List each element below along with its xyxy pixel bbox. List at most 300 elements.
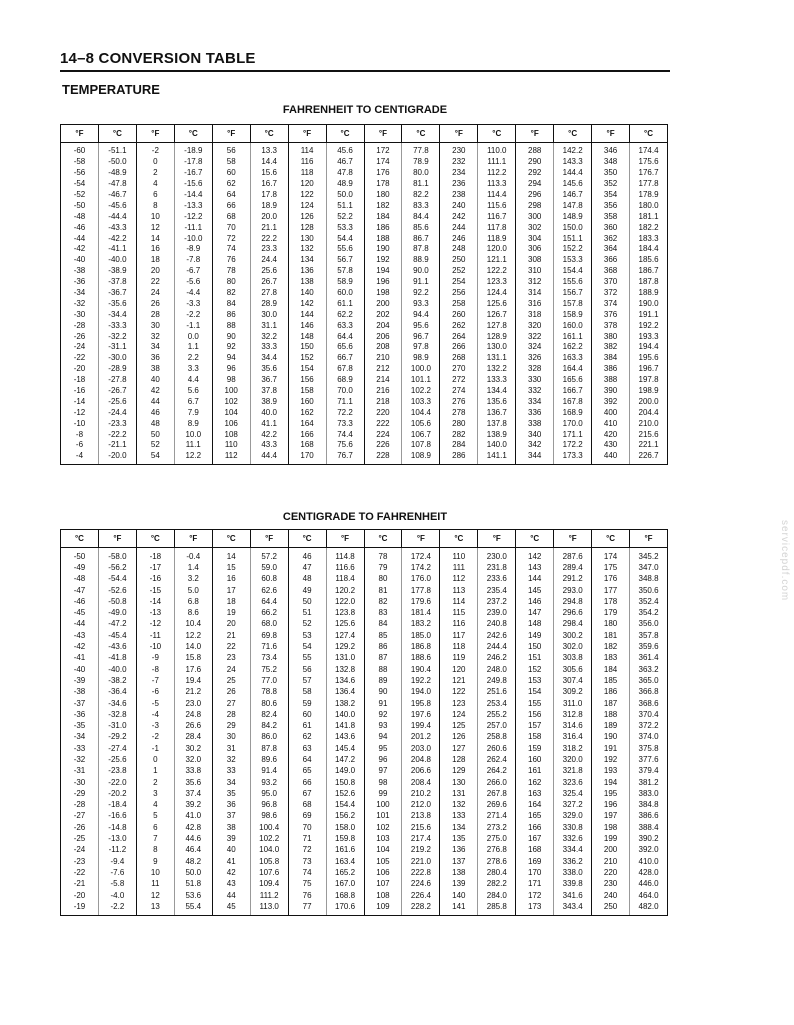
converted-temp-cell: 332.6 <box>554 833 592 844</box>
converted-temp-cell: 87.8 <box>402 244 440 255</box>
source-temp-cell: 242 <box>440 211 478 222</box>
source-temp-cell: 260 <box>440 309 478 320</box>
converted-temp-cell: 77.8 <box>402 143 440 157</box>
converted-temp-cell: 275.0 <box>478 833 516 844</box>
converted-temp-cell: 212.0 <box>402 800 440 811</box>
source-temp-cell: 97 <box>364 766 402 777</box>
converted-temp-cell: -11.2 <box>98 845 136 856</box>
converted-temp-cell: -12.2 <box>174 211 212 222</box>
converted-temp-cell: 51.1 <box>326 200 364 211</box>
source-temp-cell: 35 <box>212 788 250 799</box>
converted-temp-cell: 10.4 <box>174 619 212 630</box>
source-temp-cell: 119 <box>440 653 478 664</box>
source-temp-cell: 70 <box>288 822 326 833</box>
converted-temp-cell: 271.4 <box>478 811 516 822</box>
converted-temp-cell: 113.0 <box>250 901 288 915</box>
converted-temp-cell: 347.0 <box>630 562 668 573</box>
c-to-f-body <box>61 548 668 916</box>
source-temp-cell: 198 <box>364 288 402 299</box>
converted-temp-cell: 64.4 <box>326 331 364 342</box>
converted-temp-cell: 151.1 <box>554 233 592 244</box>
converted-temp-cell: 190.4 <box>402 664 440 675</box>
source-temp-cell: -9 <box>136 653 174 664</box>
converted-temp-cell: 210.2 <box>402 788 440 799</box>
table-row <box>61 653 668 664</box>
table-row <box>61 364 668 375</box>
source-temp-cell: -50 <box>61 200 99 211</box>
source-temp-cell: -32 <box>61 754 99 765</box>
converted-temp-cell: 42.8 <box>174 822 212 833</box>
converted-temp-cell: 123.3 <box>478 277 516 288</box>
converted-temp-cell: -40.0 <box>98 255 136 266</box>
source-temp-cell: -18 <box>61 375 99 386</box>
source-temp-cell: 162 <box>516 777 554 788</box>
converted-temp-cell: -25.6 <box>98 396 136 407</box>
converted-temp-cell: -3.3 <box>174 298 212 309</box>
source-temp-cell: 62 <box>288 732 326 743</box>
converted-temp-cell: 133.3 <box>478 375 516 386</box>
converted-temp-cell: 291.2 <box>554 574 592 585</box>
source-temp-cell: 41 <box>212 856 250 867</box>
converted-temp-cell: 140.0 <box>478 440 516 451</box>
source-temp-cell: 169 <box>516 856 554 867</box>
source-temp-cell: 200 <box>592 845 630 856</box>
converted-temp-cell: 108.9 <box>402 451 440 464</box>
table-row <box>61 255 668 266</box>
converted-temp-cell: 21.2 <box>174 687 212 698</box>
source-temp-cell: 72 <box>212 233 250 244</box>
converted-temp-cell: 356.0 <box>630 619 668 630</box>
converted-temp-cell: 135.6 <box>478 396 516 407</box>
table-row <box>61 732 668 743</box>
source-temp-cell: 86 <box>364 641 402 652</box>
converted-temp-cell: 172.4 <box>402 548 440 563</box>
converted-temp-cell: 198.9 <box>630 386 668 397</box>
converted-temp-cell: 124.4 <box>478 288 516 299</box>
table-row <box>61 143 668 157</box>
converted-temp-cell: 15.8 <box>174 653 212 664</box>
source-temp-cell: 78 <box>212 266 250 277</box>
source-temp-cell: 36 <box>212 800 250 811</box>
converted-temp-cell: 210.0 <box>630 418 668 429</box>
source-temp-cell: 152 <box>516 664 554 675</box>
source-temp-cell: 246 <box>440 233 478 244</box>
converted-temp-cell: 204.4 <box>630 407 668 418</box>
converted-temp-cell: -28.9 <box>98 364 136 375</box>
converted-temp-cell: 68.0 <box>250 619 288 630</box>
converted-temp-cell: 48.2 <box>174 856 212 867</box>
source-temp-cell: 159 <box>516 743 554 754</box>
source-temp-cell: 146 <box>516 596 554 607</box>
converted-temp-cell: 190.0 <box>630 298 668 309</box>
source-temp-cell: 1 <box>136 766 174 777</box>
converted-temp-cell: 239.0 <box>478 607 516 618</box>
converted-temp-cell: 352.4 <box>630 596 668 607</box>
source-temp-cell: 410 <box>592 418 630 429</box>
converted-temp-cell: 75.2 <box>250 664 288 675</box>
converted-temp-cell: 64.4 <box>250 596 288 607</box>
converted-temp-cell: -0.4 <box>174 548 212 563</box>
source-temp-cell: 172 <box>516 890 554 901</box>
c-to-f-table <box>60 529 668 916</box>
converted-temp-cell: 158.9 <box>554 309 592 320</box>
source-temp-cell: 12 <box>136 222 174 233</box>
column-header: °C <box>98 125 136 143</box>
source-temp-cell: 177 <box>592 585 630 596</box>
converted-temp-cell: 117.8 <box>478 222 516 233</box>
converted-temp-cell: 145.6 <box>554 179 592 190</box>
source-temp-cell: -30 <box>61 309 99 320</box>
converted-temp-cell: 122.0 <box>326 596 364 607</box>
column-header: °C <box>364 530 402 548</box>
source-temp-cell: 334 <box>516 396 554 407</box>
converted-temp-cell: 167.8 <box>554 396 592 407</box>
converted-temp-cell: 303.8 <box>554 653 592 664</box>
converted-temp-cell: 59.0 <box>250 562 288 573</box>
converted-temp-cell: 235.4 <box>478 585 516 596</box>
section-title: TEMPERATURE <box>62 82 160 97</box>
table-row <box>61 244 668 255</box>
source-temp-cell: 294 <box>516 179 554 190</box>
source-temp-cell: 228 <box>364 451 402 464</box>
converted-temp-cell: 96.8 <box>250 800 288 811</box>
converted-temp-cell: 339.8 <box>554 879 592 890</box>
source-temp-cell: -25 <box>61 833 99 844</box>
converted-temp-cell: 44.6 <box>174 833 212 844</box>
converted-temp-cell: 172.2 <box>554 440 592 451</box>
converted-temp-cell: 246.2 <box>478 653 516 664</box>
converted-temp-cell: 56.7 <box>326 255 364 266</box>
source-temp-cell: 318 <box>516 309 554 320</box>
table-row <box>61 664 668 675</box>
converted-temp-cell: 302.0 <box>554 641 592 652</box>
source-temp-cell: 165 <box>516 811 554 822</box>
source-temp-cell: 21 <box>212 630 250 641</box>
source-temp-cell: 48 <box>136 418 174 429</box>
converted-temp-cell: 39.2 <box>174 800 212 811</box>
source-temp-cell: 56 <box>288 664 326 675</box>
source-temp-cell: -1 <box>136 743 174 754</box>
table-row <box>61 309 668 320</box>
source-temp-cell: 199 <box>592 833 630 844</box>
source-temp-cell: 196 <box>592 800 630 811</box>
column-header: °F <box>212 125 250 143</box>
converted-temp-cell: 131.0 <box>326 653 364 664</box>
converted-temp-cell: 156.7 <box>554 288 592 299</box>
converted-temp-cell: 83.3 <box>402 200 440 211</box>
converted-temp-cell: 345.2 <box>630 548 668 563</box>
converted-temp-cell: 392.0 <box>630 845 668 856</box>
converted-temp-cell: 329.0 <box>554 811 592 822</box>
source-temp-cell: 121 <box>440 675 478 686</box>
converted-temp-cell: 203.0 <box>402 743 440 754</box>
converted-temp-cell: 138.9 <box>478 429 516 440</box>
source-temp-cell: 194 <box>364 266 402 277</box>
source-temp-cell: 77 <box>288 901 326 915</box>
converted-temp-cell: 379.4 <box>630 766 668 777</box>
source-temp-cell: 58 <box>288 687 326 698</box>
converted-temp-cell: 75.6 <box>326 440 364 451</box>
converted-temp-cell: -22.2 <box>98 429 136 440</box>
table-row <box>61 233 668 244</box>
source-temp-cell: 152 <box>288 353 326 364</box>
source-temp-cell: -10 <box>61 418 99 429</box>
converted-temp-cell: 206.6 <box>402 766 440 777</box>
table-row <box>61 298 668 309</box>
converted-temp-cell: 348.8 <box>630 574 668 585</box>
converted-temp-cell: 146.7 <box>554 190 592 201</box>
converted-temp-cell: -14.8 <box>98 822 136 833</box>
converted-temp-cell: 48.9 <box>326 179 364 190</box>
converted-temp-cell: 93.3 <box>402 298 440 309</box>
source-temp-cell: 314 <box>516 288 554 299</box>
source-temp-cell: 156 <box>288 375 326 386</box>
source-temp-cell: 176 <box>592 574 630 585</box>
converted-temp-cell: 140.0 <box>326 709 364 720</box>
c-to-f-title: CENTIGRADE TO FAHRENHEIT <box>282 511 448 523</box>
converted-temp-cell: 132.2 <box>478 364 516 375</box>
source-temp-cell: 191 <box>592 743 630 754</box>
source-temp-cell: 54 <box>136 451 174 464</box>
source-temp-cell: -26 <box>61 822 99 833</box>
source-temp-cell: 95 <box>364 743 402 754</box>
source-temp-cell: 100 <box>212 386 250 397</box>
converted-temp-cell: 285.8 <box>478 901 516 915</box>
source-temp-cell: 322 <box>516 331 554 342</box>
source-temp-cell: 186 <box>364 222 402 233</box>
converted-temp-cell: 154.4 <box>326 800 364 811</box>
table-row <box>61 157 668 168</box>
source-temp-cell: 47 <box>288 562 326 573</box>
source-temp-cell: -22 <box>61 867 99 878</box>
source-temp-cell: 60 <box>288 709 326 720</box>
source-temp-cell: 176 <box>364 168 402 179</box>
source-temp-cell: -13 <box>136 607 174 618</box>
converted-temp-cell: 184.4 <box>630 244 668 255</box>
source-temp-cell: -4 <box>61 451 99 464</box>
source-temp-cell: 19 <box>212 607 250 618</box>
converted-temp-cell: 179.6 <box>402 596 440 607</box>
converted-temp-cell: 175.6 <box>630 157 668 168</box>
source-temp-cell: 18 <box>212 596 250 607</box>
source-temp-cell: -46 <box>61 596 99 607</box>
converted-temp-cell: 4.4 <box>174 375 212 386</box>
converted-temp-cell: 388.4 <box>630 822 668 833</box>
source-temp-cell: 90 <box>212 331 250 342</box>
source-temp-cell: 190 <box>592 732 630 743</box>
converted-temp-cell: 73.3 <box>326 418 364 429</box>
converted-temp-cell: 200.0 <box>630 396 668 407</box>
converted-temp-cell: 338.0 <box>554 867 592 878</box>
converted-temp-cell: 27.8 <box>250 288 288 299</box>
source-temp-cell: 24 <box>136 288 174 299</box>
converted-temp-cell: 163.4 <box>326 856 364 867</box>
converted-temp-cell: -49.0 <box>98 607 136 618</box>
table-row <box>61 451 668 464</box>
table-row <box>61 788 668 799</box>
converted-temp-cell: 166.7 <box>554 386 592 397</box>
source-temp-cell: 222 <box>364 418 402 429</box>
converted-temp-cell: 221.0 <box>402 856 440 867</box>
converted-temp-cell: 132.8 <box>326 664 364 675</box>
converted-temp-cell: 82.2 <box>402 190 440 201</box>
source-temp-cell: 63 <box>288 743 326 754</box>
converted-temp-cell: 120.0 <box>478 244 516 255</box>
source-temp-cell: 42 <box>136 386 174 397</box>
source-temp-cell: 184 <box>364 211 402 222</box>
column-header: °F <box>61 125 99 143</box>
source-temp-cell: 130 <box>288 233 326 244</box>
converted-temp-cell: 381.2 <box>630 777 668 788</box>
converted-temp-cell: 11.1 <box>174 440 212 451</box>
converted-temp-cell: 361.4 <box>630 653 668 664</box>
column-header: °F <box>364 125 402 143</box>
source-temp-cell: 248 <box>440 244 478 255</box>
source-temp-cell: 107 <box>364 879 402 890</box>
converted-temp-cell: 197.6 <box>402 709 440 720</box>
column-header: °F <box>136 125 174 143</box>
source-temp-cell: 148 <box>516 619 554 630</box>
source-temp-cell: 25 <box>212 675 250 686</box>
converted-temp-cell: 66.2 <box>250 607 288 618</box>
table-row <box>61 641 668 652</box>
converted-temp-cell: 217.4 <box>402 833 440 844</box>
converted-temp-cell: 13.3 <box>250 143 288 157</box>
source-temp-cell: -20 <box>61 364 99 375</box>
source-temp-cell: 234 <box>440 168 478 179</box>
converted-temp-cell: 176.0 <box>402 574 440 585</box>
source-temp-cell: 157 <box>516 720 554 731</box>
converted-temp-cell: -33.3 <box>98 320 136 331</box>
converted-temp-cell: 26.6 <box>174 720 212 731</box>
converted-temp-cell: -13.0 <box>98 833 136 844</box>
source-temp-cell: 310 <box>516 266 554 277</box>
converted-temp-cell: 68.9 <box>326 375 364 386</box>
converted-temp-cell: 86.7 <box>402 233 440 244</box>
source-temp-cell: 236 <box>440 179 478 190</box>
source-temp-cell: 86 <box>212 309 250 320</box>
converted-temp-cell: -26.7 <box>98 386 136 397</box>
converted-temp-cell: 38.9 <box>250 396 288 407</box>
converted-temp-cell: 104.0 <box>250 845 288 856</box>
source-temp-cell: 172 <box>364 143 402 157</box>
source-temp-cell: 206 <box>364 331 402 342</box>
converted-temp-cell: 90.0 <box>402 266 440 277</box>
source-temp-cell: 96 <box>364 754 402 765</box>
converted-temp-cell: 188.9 <box>630 288 668 299</box>
converted-temp-cell: 100.4 <box>250 822 288 833</box>
source-temp-cell: 12 <box>136 890 174 901</box>
converted-temp-cell: 52.2 <box>326 211 364 222</box>
converted-temp-cell: 57.2 <box>250 548 288 563</box>
converted-temp-cell: 294.8 <box>554 596 592 607</box>
converted-temp-cell: 23.3 <box>250 244 288 255</box>
converted-temp-cell: 321.8 <box>554 766 592 777</box>
converted-temp-cell: -11.1 <box>174 222 212 233</box>
converted-temp-cell: -7.6 <box>98 867 136 878</box>
source-temp-cell: 4 <box>136 179 174 190</box>
source-temp-cell: 116 <box>440 619 478 630</box>
source-temp-cell: 67 <box>288 788 326 799</box>
converted-temp-cell: 428.0 <box>630 867 668 878</box>
source-temp-cell: 212 <box>364 364 402 375</box>
source-temp-cell: 52 <box>288 619 326 630</box>
source-temp-cell: 166 <box>288 429 326 440</box>
source-temp-cell: 274 <box>440 386 478 397</box>
converted-temp-cell: 219.2 <box>402 845 440 856</box>
converted-temp-cell: -36.7 <box>98 288 136 299</box>
source-temp-cell: 380 <box>592 331 630 342</box>
source-temp-cell: 22 <box>136 277 174 288</box>
converted-temp-cell: 177.8 <box>402 585 440 596</box>
converted-temp-cell: 92.2 <box>402 288 440 299</box>
source-temp-cell: 142 <box>516 548 554 563</box>
converted-temp-cell: 25.6 <box>250 266 288 277</box>
source-temp-cell: 150 <box>516 641 554 652</box>
source-temp-cell: 53 <box>288 630 326 641</box>
source-temp-cell: -42 <box>61 641 99 652</box>
source-temp-cell: 134 <box>440 822 478 833</box>
converted-temp-cell: -58.0 <box>98 548 136 563</box>
source-temp-cell: -46 <box>61 222 99 233</box>
source-temp-cell: 94 <box>364 732 402 743</box>
source-temp-cell: 178 <box>364 179 402 190</box>
source-temp-cell: 108 <box>364 890 402 901</box>
source-temp-cell: 99 <box>364 788 402 799</box>
converted-temp-cell: -13.3 <box>174 200 212 211</box>
source-temp-cell: 10 <box>136 211 174 222</box>
converted-temp-cell: 12.2 <box>174 451 212 464</box>
converted-temp-cell: 375.8 <box>630 743 668 754</box>
source-temp-cell: 147 <box>516 607 554 618</box>
converted-temp-cell: 386.6 <box>630 811 668 822</box>
source-temp-cell: -50 <box>61 548 99 563</box>
converted-temp-cell: 71.6 <box>250 641 288 652</box>
source-temp-cell: -60 <box>61 143 99 157</box>
converted-temp-cell: 116.6 <box>326 562 364 573</box>
converted-temp-cell: 94.4 <box>402 309 440 320</box>
converted-temp-cell: 269.6 <box>478 800 516 811</box>
converted-temp-cell: 5.6 <box>174 386 212 397</box>
table-row <box>61 867 668 878</box>
column-header: °F <box>440 125 478 143</box>
table-row <box>61 200 668 211</box>
converted-temp-cell: -31.1 <box>98 342 136 353</box>
header-rule <box>60 70 670 72</box>
table-row <box>61 179 668 190</box>
table-row <box>61 856 668 867</box>
converted-temp-cell: 152.2 <box>554 244 592 255</box>
converted-temp-cell: 213.8 <box>402 811 440 822</box>
table-row <box>61 429 668 440</box>
source-temp-cell: 180 <box>592 619 630 630</box>
converted-temp-cell: 24.8 <box>174 709 212 720</box>
converted-temp-cell: 150.0 <box>554 222 592 233</box>
converted-temp-cell: 154.4 <box>554 266 592 277</box>
source-temp-cell: 113 <box>440 585 478 596</box>
table-row <box>61 342 668 353</box>
source-temp-cell: 280 <box>440 418 478 429</box>
source-temp-cell: 131 <box>440 788 478 799</box>
source-temp-cell: 13 <box>136 901 174 915</box>
table-row <box>61 675 668 686</box>
converted-temp-cell: 136.7 <box>478 407 516 418</box>
source-temp-cell: 156 <box>516 709 554 720</box>
source-temp-cell: 384 <box>592 353 630 364</box>
source-temp-cell: 348 <box>592 157 630 168</box>
source-temp-cell: -54 <box>61 179 99 190</box>
converted-temp-cell: 258.8 <box>478 732 516 743</box>
